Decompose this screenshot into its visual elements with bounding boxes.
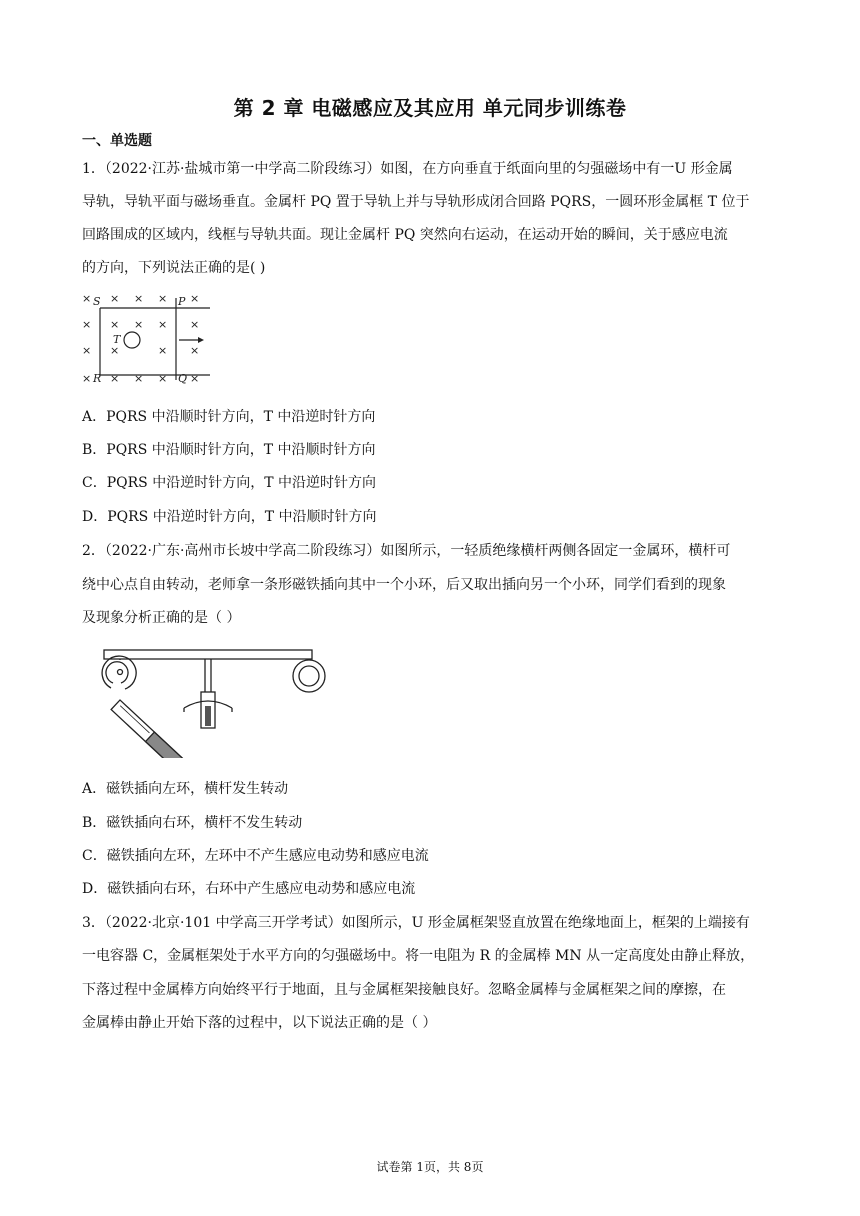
svg-text:×: ×	[158, 318, 168, 331]
q1-option-d: D．PQRS 中沿逆时针方向，T 中沿顺时针方向	[82, 509, 377, 525]
svg-text:×: ×	[82, 318, 92, 331]
svg-text:×: ×	[134, 318, 144, 331]
svg-text:×: ×	[134, 372, 144, 385]
label-P: P	[178, 295, 186, 308]
q2-line-3: 及现象分析正确的是（ ）	[82, 610, 241, 626]
svg-text:×: ×	[110, 344, 120, 357]
q1-option-a: A．PQRS 中沿顺时针方向，T 中沿逆时针方向	[82, 409, 376, 425]
q2-line-2: 绕中心点自由转动，老师拿一条形磁铁插向其中一个小环，后又取出插向另一个小环，同学们看到的现象	[82, 577, 726, 593]
q2-line-1: 2．（2022·广东·高州市长坡中学高二阶段练习）如图所示，一轻质绝缘横杆两侧各固定一金属环，横杆可	[82, 543, 731, 559]
svg-text:×: ×	[110, 318, 120, 331]
q2-option-d: D．磁铁插向右环，右环中产生感应电动势和感应电流	[82, 881, 416, 897]
svg-text:×: ×	[190, 318, 200, 331]
svg-text:×: ×	[158, 344, 168, 357]
svg-text:×: ×	[82, 372, 92, 385]
svg-text:×: ×	[110, 292, 120, 305]
svg-text:×: ×	[82, 344, 92, 357]
q3-line-3: 下落过程中金属棒方向始终平行于地面，且与金属框架接触良好。忽略金属棒与金属框架之间的摩擦，在	[82, 982, 726, 998]
svg-text:×: ×	[134, 292, 144, 305]
label-S: S	[93, 295, 101, 308]
q1-line-4: 的方向，下列说法正确的是( )	[82, 260, 266, 276]
label-T: T	[113, 333, 121, 346]
svg-text:×: ×	[190, 372, 200, 385]
q3-line-4: 金属棒由静止开始下落的过程中，以下说法正确的是（ ）	[82, 1015, 437, 1031]
q2-option-c: C．磁铁插向左环，左环中不产生感应电动势和感应电流	[82, 848, 429, 864]
svg-text:×: ×	[190, 292, 200, 305]
svg-text:×: ×	[158, 292, 168, 305]
label-R: R	[93, 372, 102, 385]
q1-figure	[80, 288, 215, 386]
page-title: 第 2 章 电磁感应及其应用 单元同步训练卷	[233, 96, 627, 120]
svg-text:×: ×	[82, 292, 92, 305]
q3-line-2: 一电容器 C，金属框架处于水平方向的匀强磁场中。将一电阻为 R 的金属棒 MN 从一定高度处由静止释放，	[82, 948, 755, 964]
q1-option-b: B．PQRS 中沿顺时针方向，T 中沿顺时针方向	[82, 442, 376, 458]
q3-line-1: 3．（2022·北京·101 中学高三开学考试）如图所示，U 形金属框架竖直放置在绝缘地面上，框架的上端接有	[82, 915, 750, 931]
q2-option-b: B．磁铁插向右环，横杆不发生转动	[82, 815, 303, 831]
page-footer: 试卷第 1页，共 8页	[376, 1160, 484, 1174]
svg-text:×: ×	[110, 372, 120, 385]
svg-text:×: ×	[158, 372, 168, 385]
section-heading: 一、单选题	[82, 133, 152, 149]
q1-line-2: 导轨，导轨平面与磁场垂直。金属杆 PQ 置于导轨上并与导轨形成闭合回路 PQRS，一圆环形金属框 T 位于	[82, 194, 750, 210]
q2-option-a: A．磁铁插向左环，横杆发生转动	[82, 781, 289, 797]
label-Q: Q	[178, 372, 188, 385]
q2-figure	[84, 648, 344, 758]
q1-line-3: 回路围成的区域内，线框与导轨共面。现让金属杆 PQ 突然向右运动，在运动开始的瞬间，关于感应电流	[82, 227, 728, 243]
q1-line-1: 1．（2022·江苏·盐城市第一中学高二阶段练习）如图，在方向垂直于纸面向里的匀强磁场中有一U 形金属	[82, 161, 733, 177]
q1-option-c: C．PQRS 中沿逆时针方向，T 中沿逆时针方向	[82, 475, 376, 491]
svg-text:×: ×	[190, 344, 200, 357]
